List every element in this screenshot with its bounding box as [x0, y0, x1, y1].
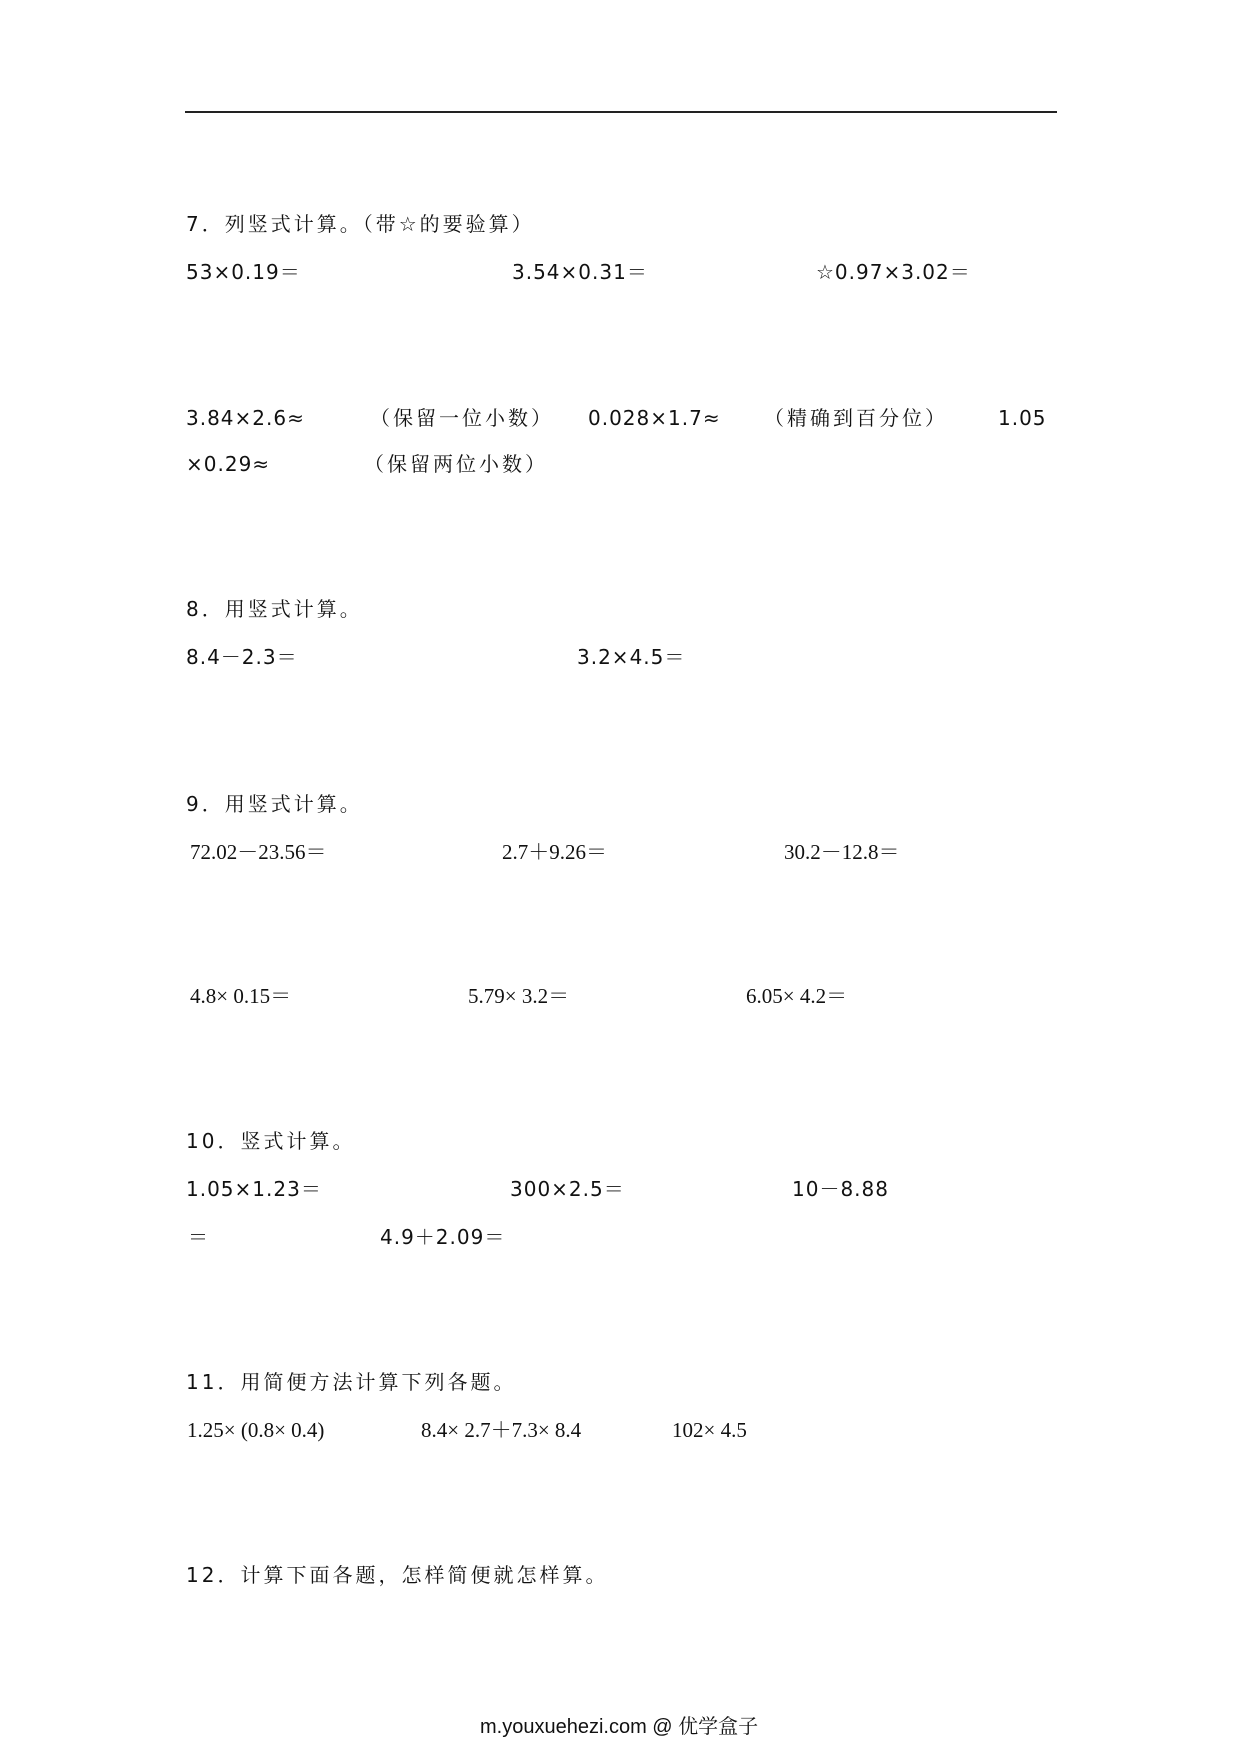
q7-note-4: （保留一位小数） [370, 406, 554, 430]
q9-heading: 9．用竖式计算。 [186, 792, 363, 816]
q8-problem-1: 8.4－2.3＝ [186, 645, 298, 669]
q9-problem-1: 72.02－23.56＝ [190, 840, 327, 864]
q10-heading: 10．竖式计算。 [186, 1129, 356, 1153]
q7-note-5: （精确到百分位） [764, 406, 948, 430]
q10-problem-2: 300×2.5＝ [510, 1177, 625, 1201]
q7-problem-4: 3.84×2.6≈ [186, 406, 305, 430]
q11-problem-2: 8.4× 2.7＋7.3× 8.4 [421, 1418, 582, 1442]
q9-problem-3: 30.2－12.8＝ [784, 840, 900, 864]
q11-problem-3: 102× 4.5 [672, 1418, 747, 1442]
q8-problem-2: 3.2×4.5＝ [577, 645, 686, 669]
q7-problem-1: 53×0.19＝ [186, 260, 301, 284]
q7-problem-6-end: ×0.29≈ [186, 452, 271, 476]
q7-problem-3: ☆0.97×3.02＝ [816, 260, 971, 284]
q10-problem-4: 4.9＋2.09＝ [380, 1225, 506, 1249]
q7-problem-6-start: 1.05 [998, 406, 1047, 430]
footer-site-credit: m.youxuehezi.com @ 优学盒子 [480, 1716, 759, 1738]
q9-problem-6: 6.05× 4.2＝ [746, 984, 848, 1008]
q10-problem-1: 1.05×1.23＝ [186, 1177, 322, 1201]
q12-heading: 12．计算下面各题，怎样简便就怎样算。 [186, 1563, 609, 1587]
q7-heading: 7．列竖式计算。（带☆的要验算） [186, 212, 535, 236]
q9-problem-4: 4.8× 0.15＝ [190, 984, 292, 1008]
q9-problem-2: 2.7＋9.26＝ [502, 840, 607, 864]
q11-heading: 11．用简便方法计算下列各题。 [186, 1370, 517, 1394]
q7-problem-5: 0.028×1.7≈ [588, 406, 721, 430]
q10-problem-3-end: ＝ [188, 1225, 209, 1249]
q11-problem-1: 1.25× (0.8× 0.4) [187, 1418, 325, 1442]
q10-problem-3-start: 10－8.88 [792, 1177, 889, 1201]
q8-heading: 8．用竖式计算。 [186, 597, 363, 621]
q7-note-6: （保留两位小数） [364, 452, 548, 476]
q7-problem-2: 3.54×0.31＝ [512, 260, 648, 284]
header-rule [185, 111, 1057, 113]
q9-problem-5: 5.79× 3.2＝ [468, 984, 570, 1008]
